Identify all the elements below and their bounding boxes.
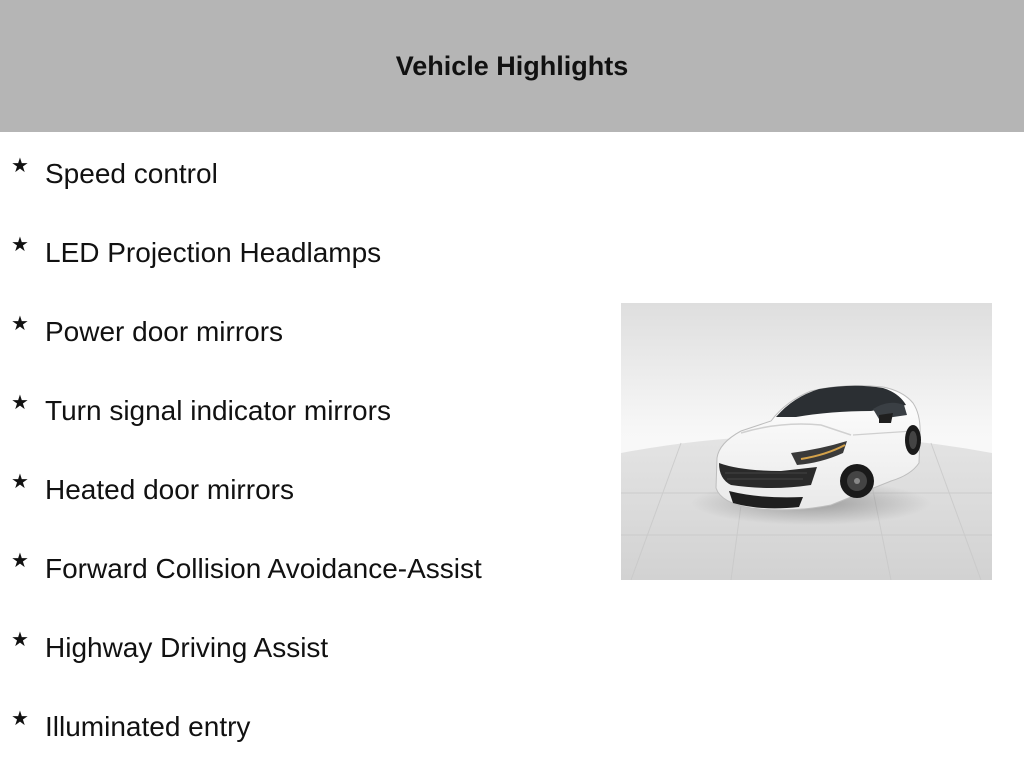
- car-illustration: [621, 303, 992, 580]
- feature-label: Highway Driving Assist: [45, 632, 329, 663]
- feature-label: LED Projection Headlamps: [45, 237, 382, 268]
- star-icon: ★: [11, 629, 29, 651]
- feature-label: Heated door mirrors: [45, 474, 294, 505]
- star-icon: ★: [11, 313, 29, 335]
- star-icon: ★: [11, 708, 29, 730]
- page-title: Vehicle Highlights: [395, 50, 629, 81]
- star-icon: ★: [11, 392, 29, 414]
- vehicle-photo: [621, 303, 992, 580]
- star-icon: ★: [11, 155, 29, 177]
- feature-label: Turn signal indicator mirrors: [45, 395, 391, 426]
- feature-label: Power door mirrors: [45, 316, 284, 347]
- header-bar: [0, 0, 1024, 132]
- star-icon: ★: [11, 550, 29, 572]
- feature-label: Illuminated entry: [45, 711, 251, 742]
- star-icon: ★: [11, 234, 29, 256]
- feature-label: Forward Collision Avoidance-Assist: [45, 553, 482, 584]
- star-icon: ★: [11, 471, 29, 493]
- feature-label: Speed control: [45, 158, 218, 189]
